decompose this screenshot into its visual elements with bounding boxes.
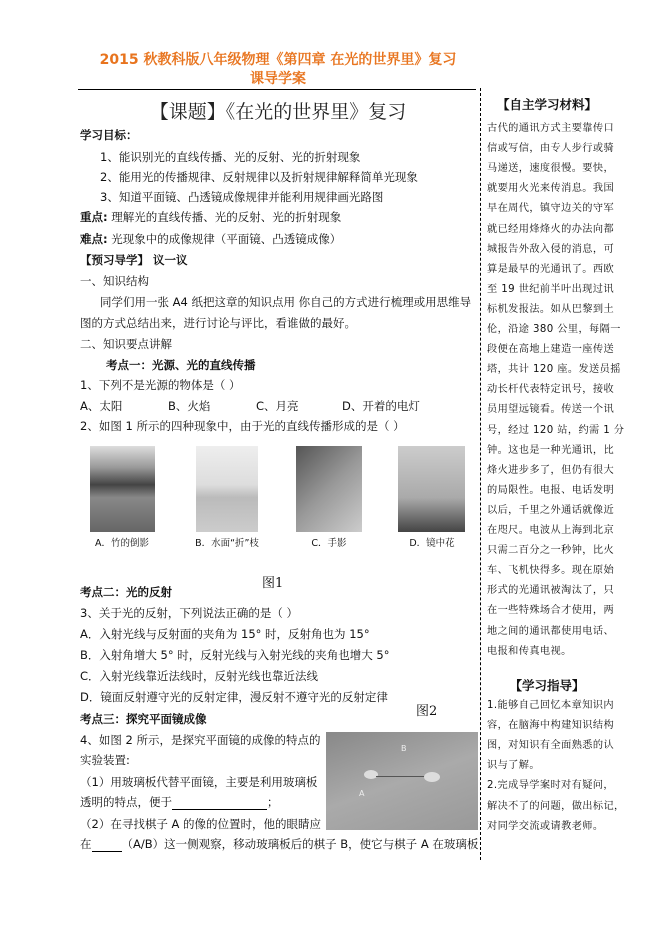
sidebar-text-line: 标机发报法。如从巴黎到土 <box>487 303 615 315</box>
sidebar-text-line: 算是最早的光通讯了。西欧 <box>487 263 615 275</box>
figure1-caption-a: A．竹的倒影 <box>95 538 149 549</box>
sidebar-text-line: 烽火进步多了，但仍有很大 <box>487 464 615 476</box>
q1-option-c: C、月亮 <box>256 399 299 413</box>
sidebar-text-line: 解决不了的问题，做出标记， <box>487 800 625 812</box>
goal-item: 1、能识别光的直线传播、光的反射、光的折射现象 <box>100 150 361 164</box>
q4-part2-end: （A/B）这一侧观察，移动玻璃板后的棋子 B，使它与棋子 A 在玻璃板 <box>121 837 479 851</box>
goal-item: 3、知道平面镜、凸透镜成像规律并能利用规律画光路图 <box>100 190 384 204</box>
chess-piece-b-label: B <box>401 744 407 753</box>
sidebar-text-line: 早在周代，镇守边关的守军 <box>487 203 615 215</box>
q4-answer-blank-1[interactable] <box>172 798 267 810</box>
sidebar-text-line: 号，经过 120 站，约需 1 分 <box>487 424 625 436</box>
key-text: 理解光的直线传播、光的反射、光的折射现象 <box>111 210 342 224</box>
q4-answer-blank-2[interactable] <box>92 840 122 852</box>
sidebar-text-line: 至 19 世纪前半叶出现过讯 <box>487 283 614 295</box>
sidebar-text-line: 对同学交流或请教老师。 <box>487 820 604 832</box>
question-4: 4、如图 2 所示，是探究平面镜的成像的特点的 <box>80 733 321 747</box>
q4-part1-end: ； <box>267 795 279 809</box>
figure1-caption-b: B．水面“折”枝 <box>195 538 259 549</box>
sidebar-text-line: 段便在高地上建造一座传送 <box>487 344 615 356</box>
q1-option-b: B、火焰 <box>168 399 211 413</box>
document-title-line1: 2015 秋教科版八年级物理《第四章 在光的世界里》复习 <box>99 52 457 68</box>
title-rule <box>78 89 476 90</box>
sidebar-text-line: 只需二百分之一秒钟，比火 <box>487 545 615 557</box>
point-2-heading: 考点二：光的反射 <box>80 585 172 599</box>
question-4-part2-line <box>80 836 478 852</box>
sidebar-text-line: 容，在脑海中构建知识结构 <box>487 720 615 732</box>
section-1-paragraph: 图的方式总结出来，进行讨论与评比，看谁做的最好。 <box>80 316 356 330</box>
section-1-paragraph: 同学们用一张 A4 纸把这章的知识点用 你自己的方式进行梳理或用思维导 <box>100 295 472 309</box>
sidebar-text-line: 形式的光通讯被淘汰了，只 <box>487 585 615 597</box>
lesson-title: 【课题】《在光的世界里》复习 <box>149 101 407 123</box>
sidebar-text-line: 就要用火光来传消息。我国 <box>487 183 615 195</box>
sidebar-text-line: 识与了解。 <box>487 760 540 772</box>
question-4-part1-line <box>80 794 279 810</box>
sidebar-text-line: 以后，千里之外通话就像近 <box>487 504 615 516</box>
difficulty-text: 光现象中的成像规律（平面镜、凸透镜成像） <box>111 232 342 246</box>
key-label: 重点: <box>80 210 108 224</box>
sidebar-text-line: 古代的通讯方式主要靠传口 <box>487 123 615 134</box>
sidebar-text-line: 电报和传真电视。 <box>487 645 572 657</box>
figure2-label: 图2 <box>416 704 438 719</box>
figure1-caption-d: D．镜中花 <box>409 538 455 549</box>
q3-option-d: D．镜面反射遵守光的反射定律，漫反射不遵守光的反射定律 <box>80 690 388 704</box>
sidebar-text-line: 地之间的通讯都使用电话、 <box>487 625 615 637</box>
question-4-part2: （2）在寻找棋子 A 的像的位置时，他的眼睛应 <box>80 817 321 831</box>
document-title-line2: 课导学案 <box>250 71 306 87</box>
preview-heading: 【预习导学】 议一议 <box>80 253 188 267</box>
sidebar-guide-heading: 【学习指导】 <box>509 678 585 693</box>
q1-option-a: A、太阳 <box>80 399 123 413</box>
sidebar-text-line: 就已经用烽烽火的办法向都 <box>487 223 615 235</box>
sidebar-text-line: 钟。这也是一种光通讯，比 <box>487 444 615 456</box>
figure1-caption-c: C．手影 <box>311 538 347 549</box>
difficulty-label: 难点: <box>80 232 108 246</box>
point-1-heading: 考点一：光源、光的直线传播 <box>106 358 256 372</box>
section-2: 二、知识要点讲解 <box>80 337 172 351</box>
chess-piece-a-label: A <box>359 789 365 798</box>
sidebar-text-line: 信或写信，由专人步行或骑 <box>487 143 615 155</box>
sidebar-material-heading: 【自主学习材料】 <box>496 97 597 112</box>
q4-part1-text: 透明的特点，便于 <box>80 795 172 809</box>
figure1-hand-shadow-photo <box>296 446 362 532</box>
q1-option-d: D、开着的电灯 <box>342 399 420 413</box>
sidebar-text-line: 塔，共计 120 座。发送员摇 <box>487 364 621 376</box>
sidebar-text-line: 马递送，速度很慢。要快， <box>487 163 615 175</box>
sidebar-text-line: 在一些特殊场合才使用，两 <box>487 605 615 617</box>
figure1-bamboo-reflection-photo <box>90 446 155 532</box>
figure2-mirror-experiment-photo <box>326 732 478 830</box>
q4-part2-text: 在 <box>80 837 92 851</box>
figure1-mirror-flower-photo <box>398 446 465 532</box>
q3-option-b: B．入射角增大 5° 时，反射光线与入射光线的夹角也增大 5° <box>80 648 390 662</box>
question-4-line: 实验装置: <box>80 753 130 767</box>
sidebar-divider <box>480 88 481 860</box>
goal-item: 2、能用光的传播规律、反射规律以及折射规律解释简单光现象 <box>100 170 418 184</box>
sidebar-text-line: 员用望远镜看。传送一个讯 <box>487 404 615 416</box>
sidebar-text-line: 图，对知识有全面熟悉的认 <box>487 740 615 752</box>
sidebar-text-line: 城报告外敌入侵的消息，可 <box>487 243 615 255</box>
glass-plate-line <box>376 776 426 777</box>
sidebar-text-line: 在咫尺。电波从上海到北京 <box>487 525 615 536</box>
point-3-heading: 考点三：探究平面镜成像 <box>80 712 207 726</box>
sidebar-text-line: 的局限性。电报、电话发明 <box>487 484 615 496</box>
figure1-label: 图1 <box>262 576 284 591</box>
sidebar-text-line: 1.能够自己回忆本章知识内 <box>487 700 614 711</box>
sidebar-text-line: 伦，沿途 380 公里，每隔一 <box>487 324 621 335</box>
figure1-refracted-branch-photo <box>196 446 258 532</box>
question-2: 2、如图 1 所示的四种现象中，由于光的直线传播形成的是（ ） <box>80 419 405 433</box>
sidebar-text-line: 动长杆代表特定讯号，接收 <box>487 384 615 396</box>
key-point <box>80 209 341 225</box>
glass-support-shape <box>424 772 440 782</box>
question-4-part1: （1）用玻璃板代替平面镜，主要是利用玻璃板 <box>80 775 318 789</box>
sidebar-text-line: 车、飞机快得多。现在原始 <box>487 565 615 577</box>
goals-label: 学习目标： <box>80 128 138 142</box>
sidebar-text-line: 2.完成导学案时对有疑问， <box>487 780 614 792</box>
question-3: 3、关于光的反射，下列说法正确的是（ ） <box>80 606 298 620</box>
glass-support-shape <box>364 770 378 779</box>
difficulty-point <box>80 231 341 247</box>
section-1: 一、知识结构 <box>80 274 149 288</box>
q3-option-a: A．入射光线与反射面的夹角为 15° 时，反射角也为 15° <box>80 627 370 641</box>
q3-option-c: C．入射光线靠近法线时，反射光线也靠近法线 <box>80 669 319 683</box>
question-1: 1、下列不是光源的物体是（ ） <box>80 378 241 392</box>
